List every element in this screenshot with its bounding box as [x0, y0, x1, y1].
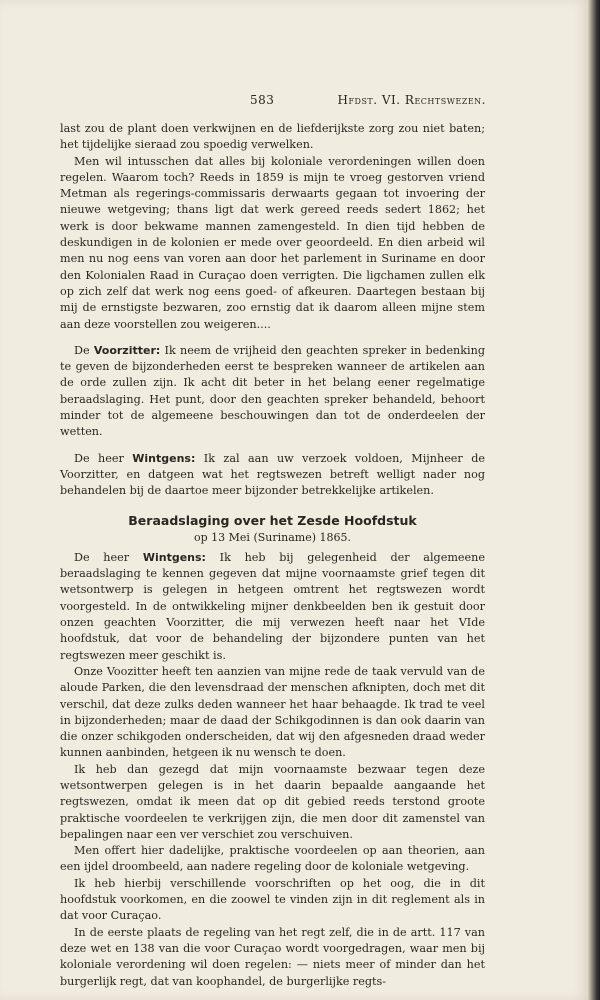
speech-paragraph: [60, 343, 485, 441]
page-edge: [588, 0, 600, 1000]
page-body: [60, 121, 485, 990]
paragraph: Ik heb hierbij verschillende voorschriften op het oog, die in dit hoofdstuk voorkomen, en die zoowel te vinden zijn in dit reglement als in dat voor Curaçao.: [60, 876, 485, 923]
page-number: 583: [250, 93, 275, 107]
speech-text: Ik zal aan uw verzoek voldoen, Mijnheer de Voorzitter, en datgeen wat het regtswezen betreft welligt nader nog behandelen bij de daartoe meer bijzonder betrekkelijke artikelen.: [60, 451, 485, 498]
speech-paragraph: [60, 451, 485, 500]
speech-intro: De heer: [74, 451, 133, 465]
section-title: Beraadslaging over het Zesde Hoofdstuk: [128, 512, 417, 528]
speaker-name: Wintgens:: [142, 550, 206, 564]
speech-intro: De heer: [74, 550, 143, 564]
paragraph: last zou de plant doen verkwijnen en de liefderijkste zorg zou niet baten; het tijdelijke sieraad zou spoedig verwelken.: [60, 122, 485, 152]
speech-text: Ik neem de vrijheid den geachten spreker in bedenking te geven de bijzonderheden eerst te bespreken wanneer de artikelen aan de orde zullen zijn. Ik acht dit beter in het belang eener regelmatige beraadslaging. Het punt, door den geachten spreker behandeld, behoort minder tot de algemeene beschouwingen dan tot de onderdeelen der wetten.: [60, 343, 485, 439]
paragraph: Men offert hier dadelijke, praktische voordeelen op aan theorien, aan een ijdel droombeeld, aan nadere regeling door de koloniale wetgeving.: [60, 844, 485, 874]
speech-paragraph: [60, 550, 485, 664]
paragraph: Onze Voozitter heeft ten aanzien van mijne rede de taak vervuld van de aloude Parken, die den levensdraad der menschen afknipten, doch met dit verschil, dat deze zulks deden wanneer het haar behaagde. Ik trad te veel in bijzonderheden; maar de daad der Schikgodinnen is dan ook daarin van die onzer schikgoden onderscheiden, dat wij den afgesneden draad weder kunnen aanbinden, hetgeen ik nu wensch te doen.: [60, 664, 485, 760]
speech-intro: De: [74, 343, 94, 357]
speaker-name: Wintgens:: [132, 451, 196, 465]
speaker-name: Voorzitter:: [93, 343, 161, 357]
speech-text: Ik heb bij gelegenheid der algemeene beraadslaging te kennen gegeven dat mijne voornaamste grief tegen dit wetsontwerp is gelegen in hetgeen omtrent het regtswezen wordt voorgesteld. In de ontwikkeling mijner denkbeelden ben ik gestuit door onzen geachten Voorzitter, die mij verwezen heeft naar het VIde hoofdstuk, dat voor de behandeling der bijzondere punten van het regtswezen meer geschikt is.: [60, 550, 486, 662]
paragraph: In de eerste plaats de regeling van het regt zelf, die in de artt. 117 van deze wet en 138 van die voor Curaçao wordt voorgedragen, waar men bij koloniale verordening wil doen regelen: — niets meer of minder dan het burgerlijk regt, dat van koophandel, de burgerlijke regts-: [60, 925, 485, 988]
paragraph: Men wil intusschen dat alles bij koloniale verordeningen willen doen regelen. Waarom toch? Reeds in 1859 is mijn te vroeg gestorven vriend Metman als regerings-commissaris derwaarts gegaan tot invoering der nieuwe wetgeving; thans ligt dat werk gereed reeds sedert 1862; het werk is door bekwame mannen zamengesteld. In dien tijd hebben de deskundigen in de kolonien er mede over geoordeeld. En dien arbeid wil men nu nog eens van voren aan door het parlement in Suriname en door den Kolonialen Raad in Curaçao doen verrigten. Die ligchamen zullen elk op zich zelf dat werk nog eens goed- of afkeuren. Daartegen bestaan bij mij de ernstigste bezwaren, zoo ernstig dat ik daarom alleen mijne stem aan deze voorstellen zou weigeren....: [60, 154, 485, 331]
section-subtitle: op 13 Mei (Suriname) 1865.: [194, 530, 351, 544]
paragraph: Ik heb dan gezegd dat mijn voornaamste bezwaar tegen deze wetsontwerpen gelegen is in het daarin bepaalde aangaande het regtswezen, omdat ik meen dat op dit gebied reeds terstond groote praktische voordeelen te verkrijgen zijn, die men door dit zamenstel van bepalingen naar een ver verschiet zou verschuiven.: [60, 762, 485, 841]
running-head: Hfdst. VI. Rechtswezen.: [337, 93, 486, 107]
